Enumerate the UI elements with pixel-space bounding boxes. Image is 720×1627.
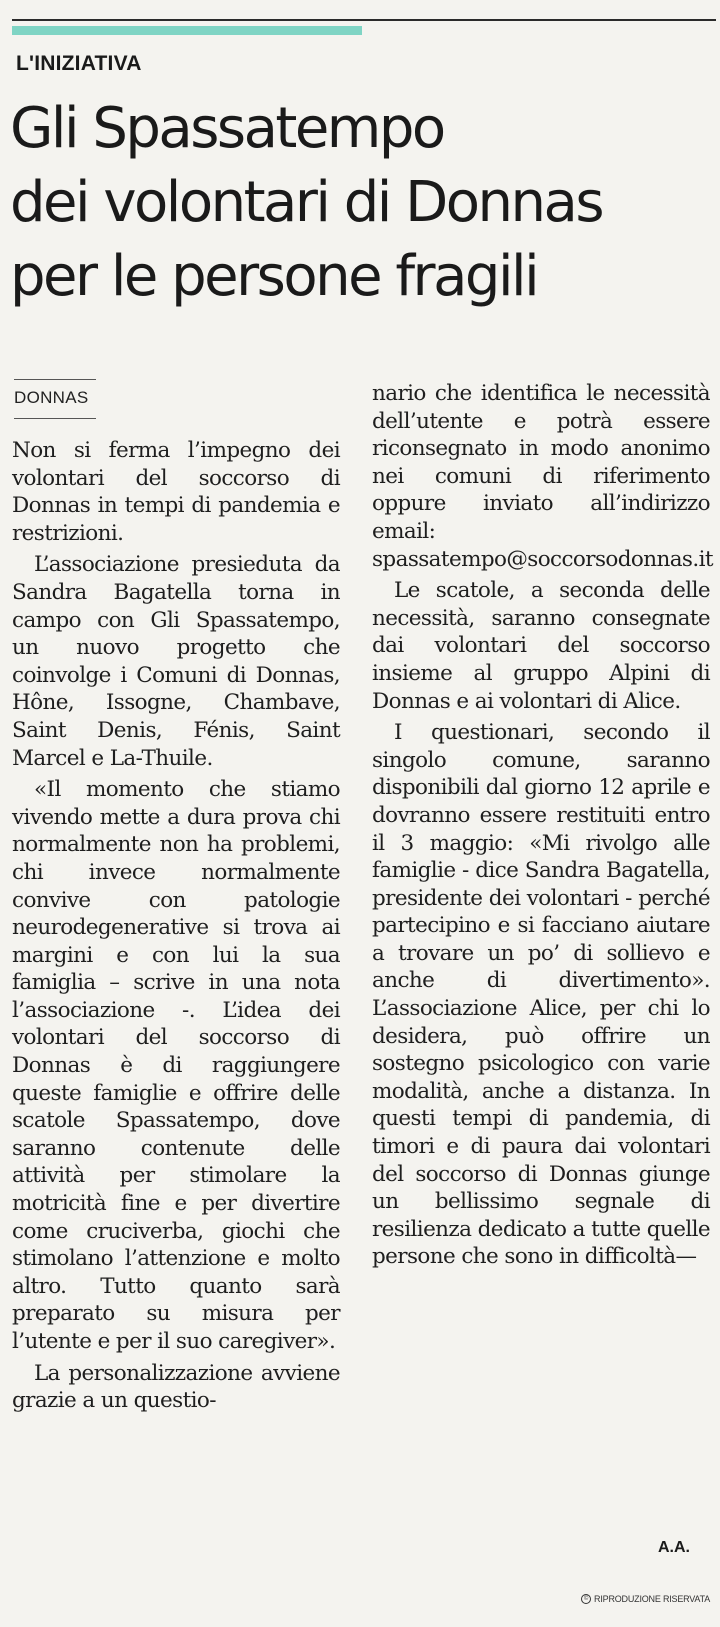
- body-paragraph: L’associazione presieduta da Sandra Bagatella torna in campo con Gli Spassatempo, un nuovo progetto che coinvolge i Comuni di Donnas, Hône, Issogne, Chambave, Saint Denis, Fénis, Saint Marcel e La-Thuile.: [12, 552, 340, 771]
- article-column-left: [12, 437, 340, 1419]
- dateline-rule: [14, 418, 96, 419]
- body-paragraph: Non si ferma l’impegno dei volontari del soccorso di Donnas in tempi di pandemia e restrizioni.: [12, 438, 340, 546]
- copyright-text: RIPRODUZIONE RISERVATA: [594, 1594, 710, 1604]
- author-signature: A.A.: [658, 1539, 690, 1556]
- section-accent-bar: [12, 26, 362, 35]
- headline-line: per le persone fragili: [10, 244, 538, 309]
- body-paragraph: «Il momento che stiamo vivendo mette a dura prova chi normalmente non ha problemi, chi invece normalmente convive con patologie neurodegenerative si trova ai margini e con lui la sua famiglia – scrive in una nota l’associazione -. L’idea dei volontari del soccorso di Donnas è di raggiungere queste famiglie e offrire delle scatole Spassatempo, dove saranno contenute delle attività per stimolare la motricità fine e per divertire come cruciverba, giochi che stimolano l’attenzione e molto altro. Tutto quanto sarà preparato su misura per l’utente e per il suo caregiver».: [12, 777, 340, 1354]
- copyright-notice: [581, 1594, 710, 1604]
- headline: [10, 92, 710, 314]
- body-paragraph: La personalizzazione avviene grazie a un questio-: [12, 1360, 340, 1414]
- top-rule: [12, 19, 716, 21]
- body-paragraph: I questionari, secondo il singolo comune, saranno disponibili dal giorno 12 aprile e dovranno essere restituiti entro il 3 maggio: «Mi rivolgo alle famiglie - dice Sandra Bagatella, presidente dei volontari - perché partecipino e si facciano aiutare a trovare un po’ di sollievo e anche di divertimento». L’associazione Alice, per chi lo desidera, può offrire un sostegno psicologico con varie modalità, anche a distanza. In questi tempi di pandemia, di timori e di paura dai volontari del soccorso di Donnas giunge un bellissimo segnale di resilienza dedicato a tutte quelle persone che sono in difficoltà—: [372, 720, 711, 1270]
- copyright-icon: ©: [581, 1594, 591, 1604]
- dateline: DONNAS: [14, 388, 89, 407]
- headline-line: dei volontari di Donnas: [10, 170, 602, 235]
- article-column-right: [372, 380, 713, 1275]
- body-paragraph: nario che identifica le necessità dell’utente e potrà essere riconsegnato in modo anonimo nei comuni di riferimento oppure inviato all’indirizzo email: spassatempo@soccorsodonnas.it: [372, 381, 713, 572]
- body-paragraph: Le scatole, a seconda delle necessità, saranno consegnate dai volontari del soccorso insieme al gruppo Alpini di Donnas e ai volontari di Alice.: [372, 578, 710, 714]
- dateline-rule: [14, 379, 96, 380]
- headline-line: Gli Spassatempo: [10, 96, 444, 161]
- kicker-label: L'INIZIATIVA: [16, 52, 142, 75]
